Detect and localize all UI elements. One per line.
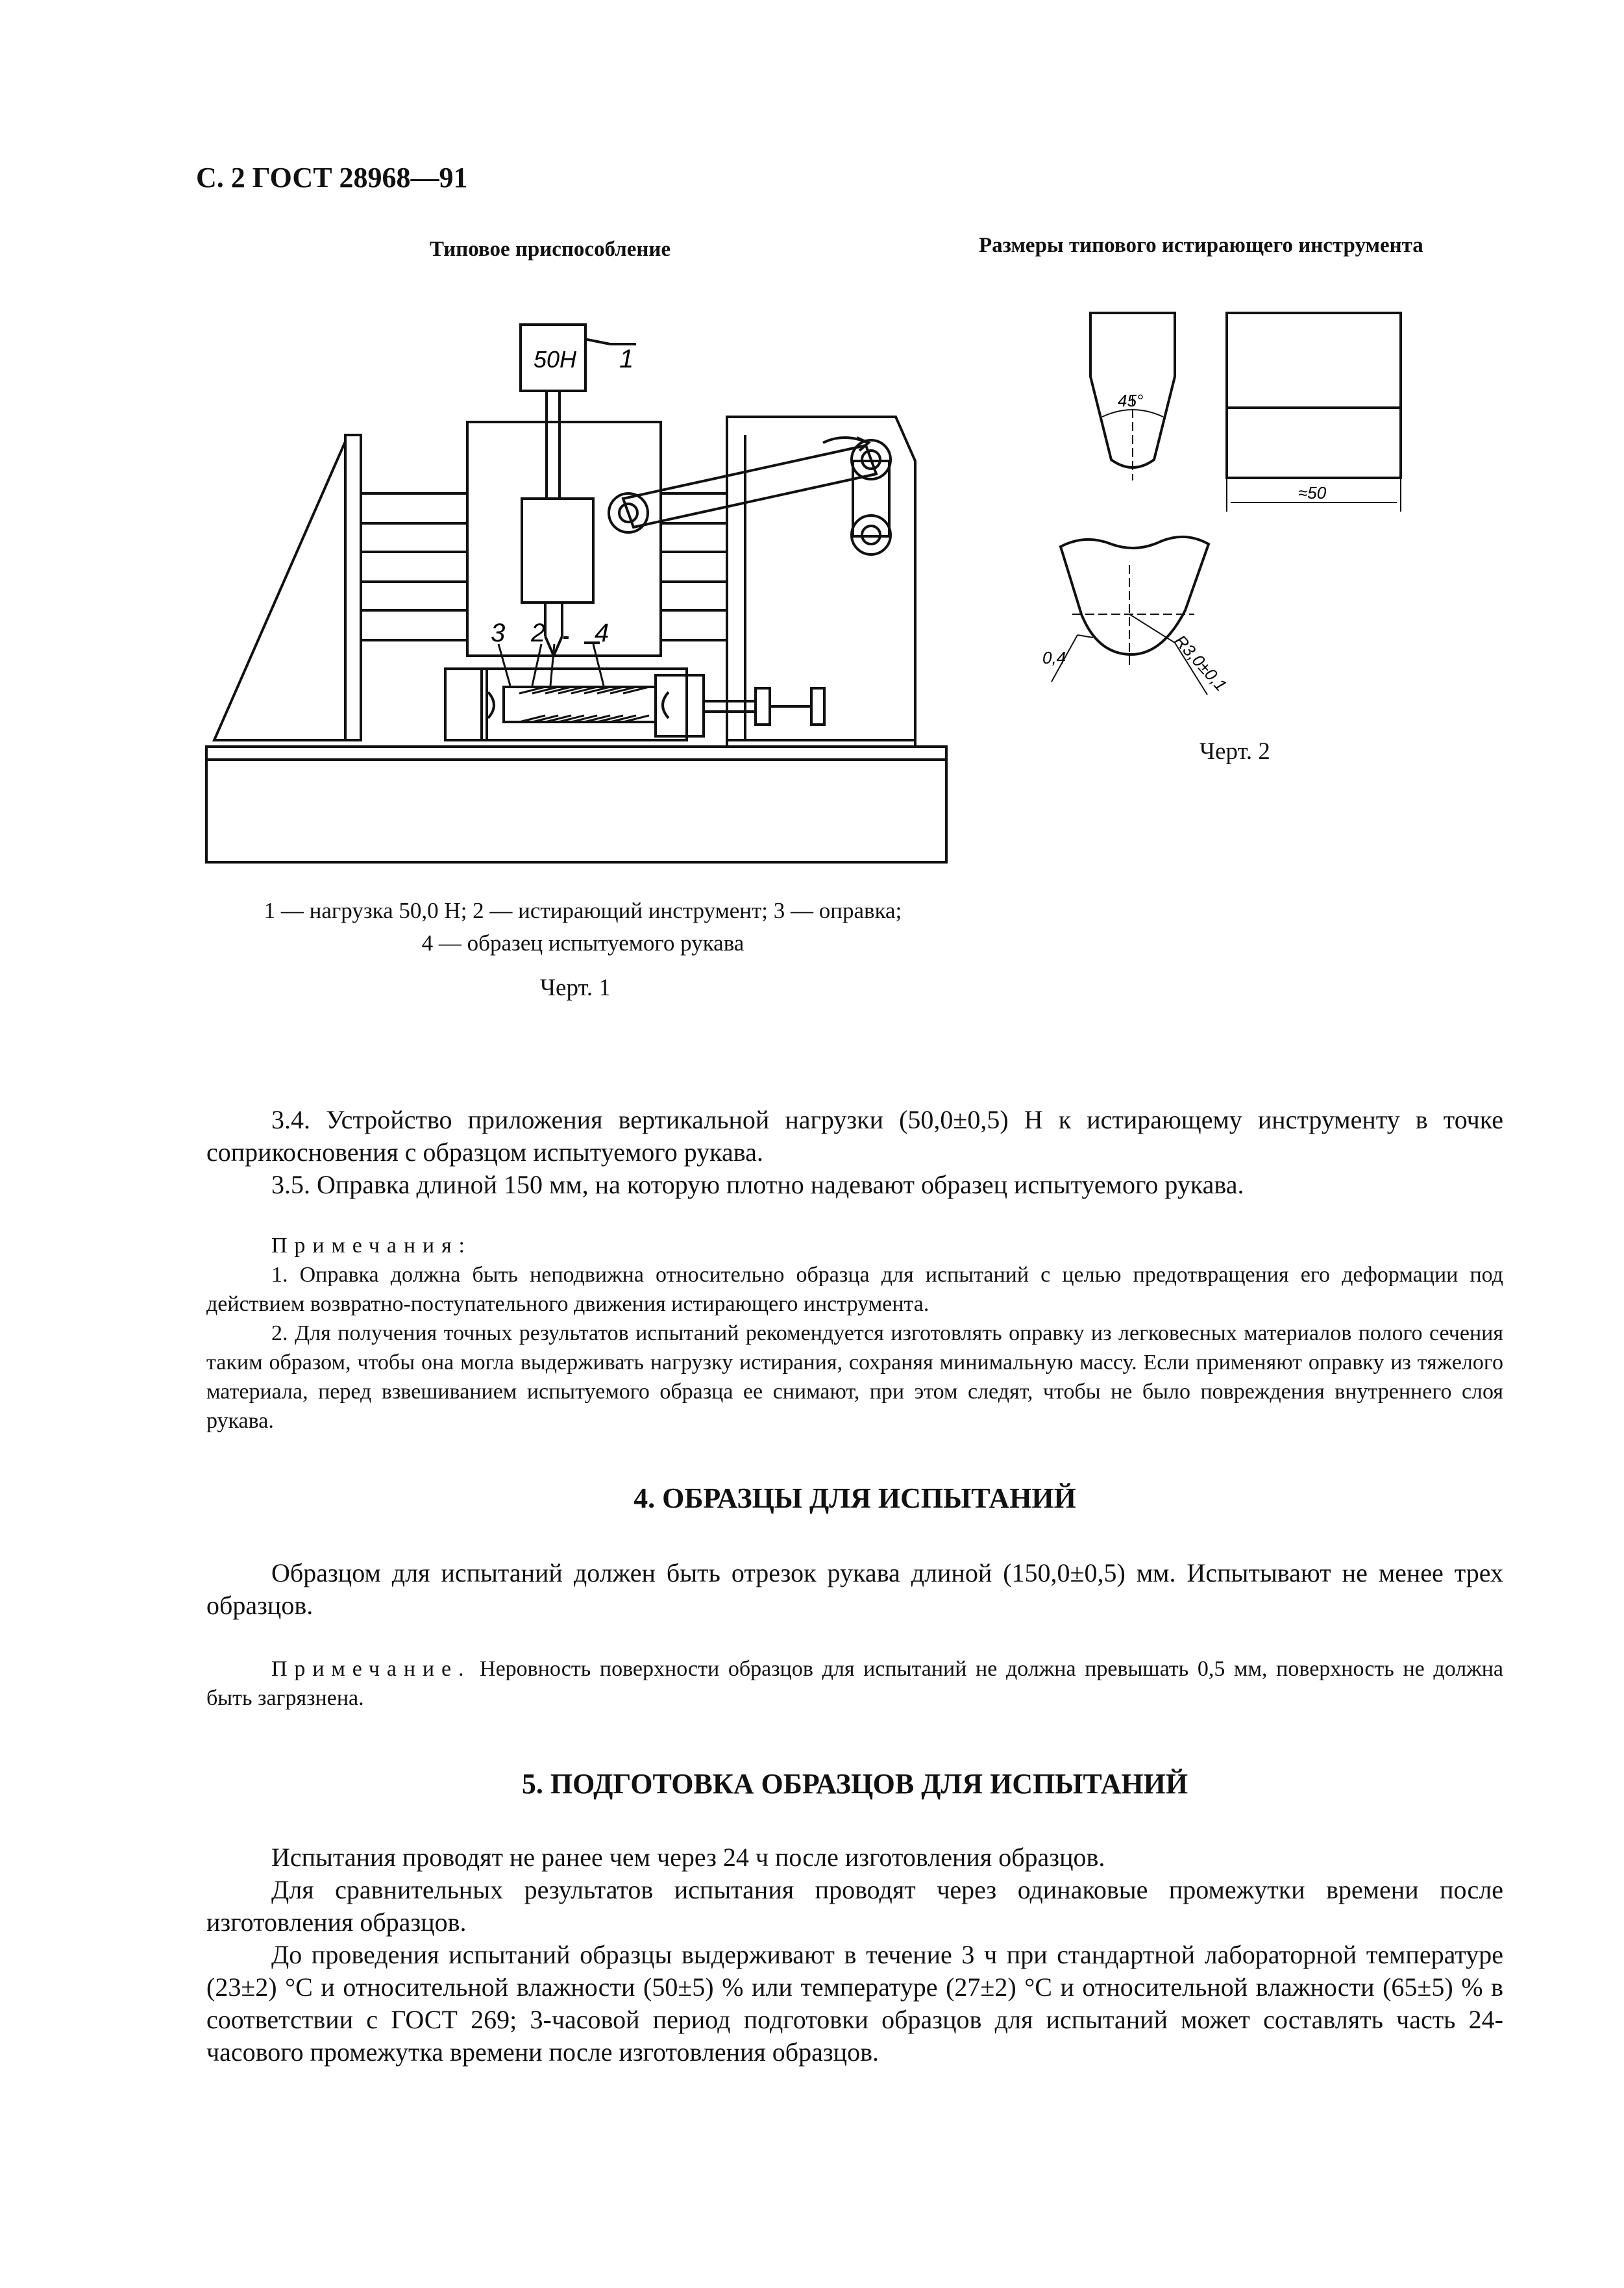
section4-heading: 4. ОБРАЗЦЫ ДЛЯ ИСПЫТАНИЙ [634,1482,1076,1514]
figure2-title: Размеры типового истирающего инструмента [979,234,1423,257]
left-support-plate [345,435,361,740]
figure2-drawing [1039,305,1480,721]
section3-notes [206,1231,1503,1436]
section4-note-text: Неровность поверхности образцов для испытаний не должна превышать 0,5 мм, поверхность не должна быть загрязнена. [206,1657,1503,1710]
section5-paragraph-1: Испытания проводят не ранее чем через 24 ч после изготовления образцов. [271,1843,1105,1872]
section5-heading: 5. ПОДГОТОВКА ОБРАЗЦОВ ДЛЯ ИСПЫТАНИЙ [521,1768,1188,1800]
section5-paragraph-2: Для сравнительных результатов испытания проводят через одинаковые промежутки времени после изготовления образцов. [206,1875,1503,1937]
page-header: С. 2 ГОСТ 28968—91 [196,162,468,193]
figure1-caption: Черт. 1 [540,975,611,1001]
figure1-title: Типовое приспособление [430,238,671,261]
callout-3: 3 [491,619,506,647]
callout-2: 2 [531,619,546,647]
note-2: 2. Для получения точных результатов испытаний рекомендуется изготовлять оправку из легковесных материалов полого сечения таким образом, чтобы она могла выдерживать нагрузку истирания, сохраняя минимальную массу. Если применяют оправку из тяжелого материала, перед взвешиванием испытуемого образца ее снимают, при этом следят, чтобы не было повреждения внутреннего слоя рукава. [206,1321,1503,1433]
thickness-label: 0,4 [1042,648,1066,667]
section3-paragraphs [206,1104,1503,1201]
radius-label: R3,0±0,1 [1170,630,1231,695]
callout-4: 4 [595,619,609,647]
left-support [214,441,345,740]
paragraph-3-5: 3.5. Оправка длиной 150 мм, на которую плотно надевают образец испытуемого рукава. [271,1170,1244,1199]
paragraph-3-4: 3.4. Устройство приложения вертикальной нагрузки (50,0±0,5) Н к истирающему инструменту в точке соприкосновения с образцом испытуемого рукава. [206,1105,1503,1167]
figure1-legend [241,895,924,960]
angle-label: 45° [1118,391,1144,410]
figure1-legend-line2: 4 — образец испытуемого рукава [421,930,744,956]
figure1-drawing [195,305,961,877]
load-label: 50Н [534,346,577,373]
base-frame [206,760,946,862]
section5-body [206,1841,1503,2069]
tool-holder [522,499,593,603]
section4-paragraph: Образцом для испытаний должен быть отрезок рукава длиной (150,0±0,5) мм. Испытывают не менее трех образцов. [206,1558,1503,1620]
figure2-caption: Черт. 2 [1200,738,1270,765]
section5-paragraph-3: До проведения испытаний образцы выдерживают в течение 3 ч при стандартной лабораторной температуре (23±2) °С и относительной влажности (50±5) % или температуре (27±2) °С и относительной влажности (65±5) % в соответствии с ГОСТ 269; 3-часовой период подготовки образцов для испытаний может составлять часть 24-часового промежутка времени после изготовления образцов. [206,1940,1503,2067]
tool-side-view [1090,313,1175,467]
notes-label: Примечания: [271,1234,472,1258]
width-label: ≈50 [1298,483,1327,503]
figure1-legend-line1: 1 — нагрузка 50,0 Н; 2 — истирающий инструмент; 3 — оправка; [264,898,902,923]
base-top-plate [206,747,946,760]
callout-1: 1 [619,345,634,373]
tool-front-view [1227,313,1401,478]
section4-note-label: Примечание. [271,1657,471,1681]
clamp-screw [811,688,824,725]
section4-note [206,1654,1503,1713]
section4-body [206,1557,1503,1622]
note-1: 1. Оправка должна быть неподвижна относительно образца для испытаний с целью предотвращения его деформации под действием возвратно-поступательного движения истирающего инструмента. [206,1263,1503,1316]
